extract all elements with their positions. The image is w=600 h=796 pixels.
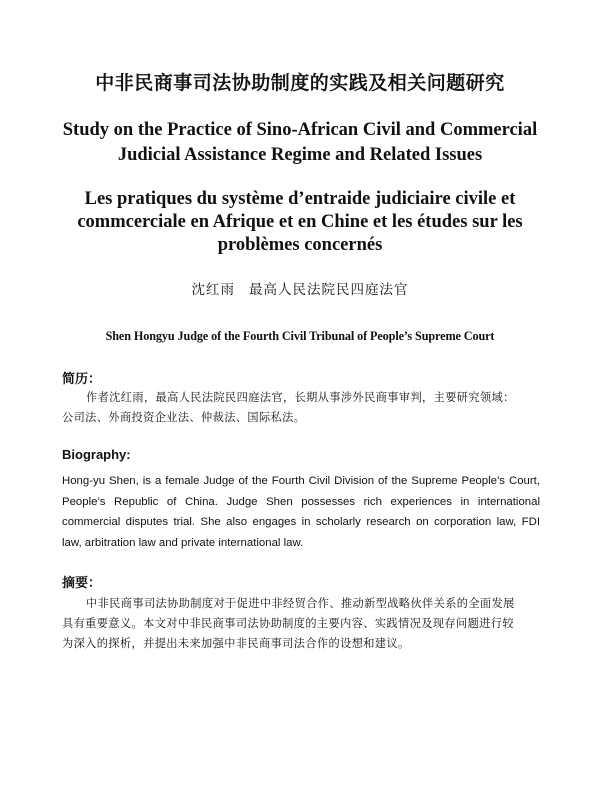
- biography-line-2: People’s Republic of China. Judge Shen possesses rich experiences in international: [62, 495, 540, 508]
- title-english: [40, 118, 560, 168]
- title-french: [40, 188, 560, 257]
- resume-heading: 简历：: [62, 372, 102, 387]
- title-english-line-1: Study on the Practice of Sino-African Civil and Commercial: [62, 120, 538, 140]
- title-french-line-3: problèmes concernés: [217, 235, 383, 255]
- abstract-line-1: 中非民商事司法协助制度对于促进中非经贸合作、推动新型战略伙伴关系的全面发展: [86, 597, 515, 610]
- biography-line-1: Hong-yu Shen, is a female Judge of the Fourth Civil Division of the Supreme People’s Court,: [62, 475, 540, 487]
- author-english: Shen Hongyu Judge of the Fourth Civil Tribunal of People’s Supreme Court: [105, 329, 495, 343]
- author-position-chinese: 最高人民法院民四庭法官: [249, 282, 409, 298]
- biography-line-4: law, arbitration law and private international law.: [62, 536, 304, 549]
- abstract-line-2: 具有重要意义。本文对中非民商事司法协助制度的主要内容、实践情况及现存问题进行较: [62, 617, 514, 630]
- author-chinese: [40, 278, 560, 298]
- biography-line-3: commercial disputes trial. She also engages in scholarly research on corporation law, FDI: [62, 516, 540, 528]
- biography-body: [62, 471, 540, 553]
- biography-heading: Biography:: [62, 447, 131, 462]
- title-english-line-2: Judicial Assistance Regime and Related Issues: [117, 145, 483, 165]
- abstract-line-3: 为深入的探析，并提出未来加强中非民商事司法合作的设想和建议。: [62, 637, 410, 650]
- author-name-chinese: 沈红雨: [191, 282, 235, 298]
- title-french-line-1: Les pratiques du système d’entraide judiciaire civile et: [84, 189, 516, 209]
- abstract-body: [62, 594, 542, 654]
- resume-line-1: 作者沈红雨，最高人民法院民四庭法官，长期从事涉外民商事审判，主要研究领域：: [86, 391, 515, 404]
- resume-body: [62, 388, 542, 428]
- title-chinese: 中非民商事司法协助制度的实践及相关问题研究: [95, 72, 505, 94]
- resume-line-2: 公司法、外商投资企业法、仲裁法、国际私法。: [62, 411, 306, 424]
- abstract-heading: 摘要：: [62, 576, 102, 591]
- title-french-line-2: commcerciale en Afrique et en Chine et les études sur les: [77, 212, 523, 232]
